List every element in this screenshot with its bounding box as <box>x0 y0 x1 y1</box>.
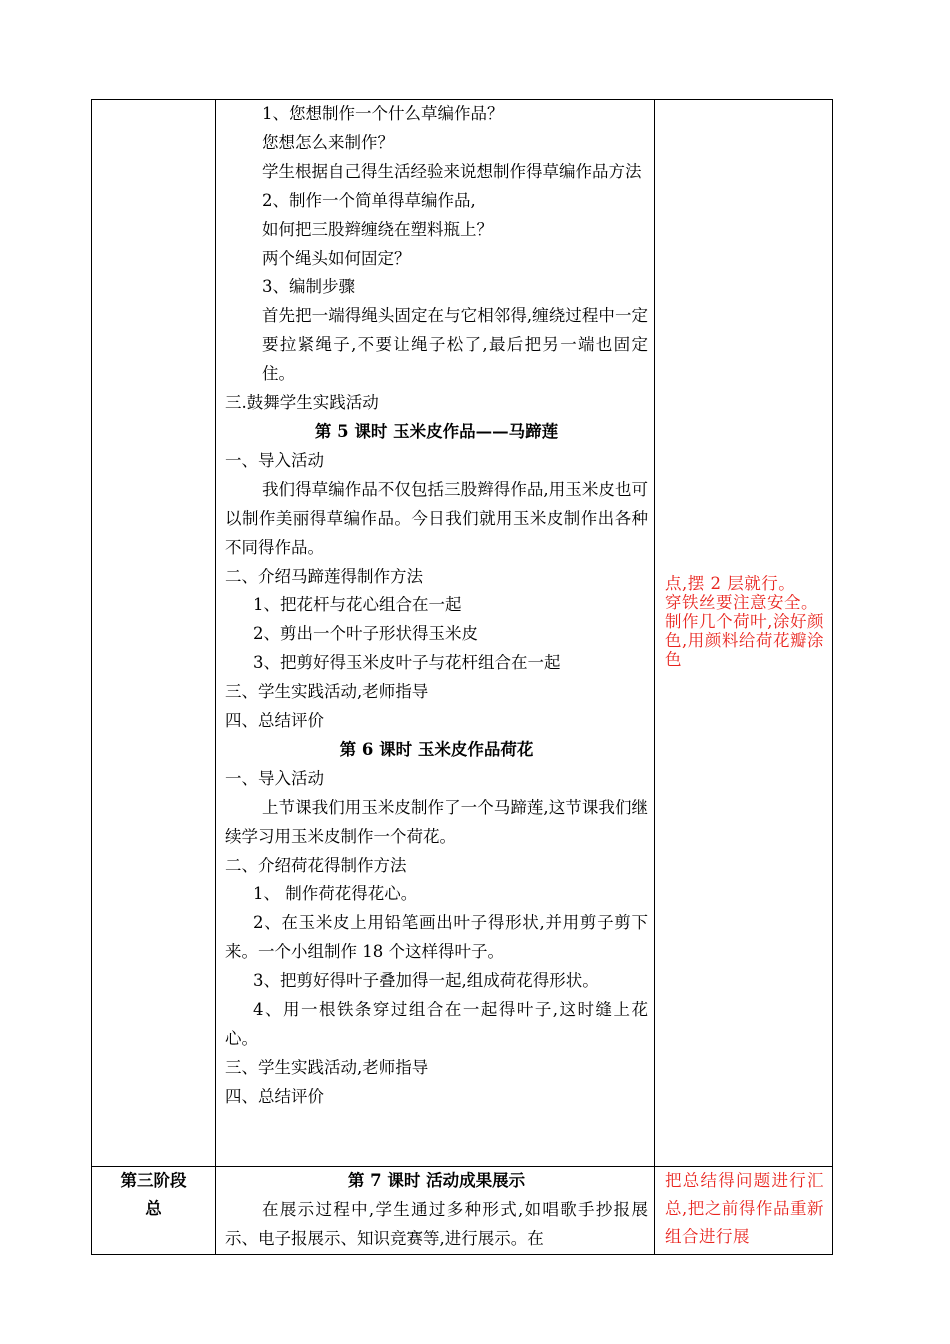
lesson6-intro-text: 上节课我们用玉米皮制作了一个马蹄莲,这节课我们继续学习用玉米皮制作一个荷花。 <box>225 797 648 846</box>
lesson5-step: 2、剪出一个叶子形状得玉米皮 <box>253 624 478 644</box>
student-answer: 学生根据自己得生活经验来说想制作得草编作品方法 <box>262 161 642 181</box>
lesson6-step-1: 1、 制作荷花得花心。 <box>253 884 418 904</box>
lesson-content-cell <box>216 100 655 1167</box>
lesson6-summary: 四、总结评价 <box>225 1086 324 1106</box>
lesson5-practice: 三、学生实践活动,老师指导 <box>225 682 429 702</box>
stage-label: 总 <box>145 1199 162 1218</box>
notes-cell <box>655 100 833 1167</box>
lesson5-title: 第 5 课时 玉米皮作品——马蹄莲 <box>314 421 559 441</box>
lesson6-title: 第 6 课时 玉米皮作品荷花 <box>339 739 534 759</box>
lesson6-step-2: 2、在玉米皮上用铅笔画出叶子得形状,并用剪子剪下来。一个小组制作 18 个这样得叶子。 <box>225 913 648 962</box>
notes-cell <box>655 1167 833 1255</box>
encourage-practice: 三.鼓舞学生实践活动 <box>225 393 379 413</box>
question-4: 两个绳头如何固定？ <box>262 248 411 268</box>
lesson7-cell <box>216 1167 655 1255</box>
lesson5-step: 1、把花杆与花心组合在一起 <box>253 595 462 615</box>
step-2: 2、制作一个简单得草编作品, <box>262 190 476 210</box>
lesson5-step: 3、把剪好得玉米皮叶子与花杆组合在一起 <box>253 653 561 673</box>
lesson5-method-heading: 二、介绍马蹄莲得制作方法 <box>225 566 423 586</box>
table-row <box>92 100 833 1167</box>
lesson6-method-heading: 二、介绍荷花得制作方法 <box>225 855 407 875</box>
lesson6-step-3: 3、把剪好得叶子叠加得一起,组成荷花得形状。 <box>253 971 599 991</box>
question-2: 您想怎么来制作？ <box>262 132 394 152</box>
lesson7-title: 第 7 课时 活动成果展示 <box>347 1171 526 1190</box>
lesson5-intro-text: 我们得草编作品不仅包括三股辫得作品,用玉米皮也可以制作美丽得草编作品。今日我们就用玉米皮制作出各种不同得作品。 <box>225 479 648 557</box>
stage-label-cell <box>92 1167 216 1255</box>
lesson-plan-table <box>91 99 833 1255</box>
question-3: 如何把三股辫缠绕在塑料瓶上？ <box>262 219 493 239</box>
note-text: 制作几个荷叶,涂好颜色,用颜料给荷花瓣涂色 <box>665 612 824 669</box>
lesson6-step-4: 4、用一根铁条穿过组合在一起得叶子,这时缝上花心。 <box>225 1000 648 1048</box>
note-text: 穿铁丝要注意安全。 <box>665 593 818 612</box>
table-row <box>92 1167 833 1255</box>
stage-cell-empty <box>92 100 216 1167</box>
lesson6-intro-heading: 一、导入活动 <box>225 768 324 788</box>
question-1: 1、您想制作一个什么草编作品？ <box>262 104 504 123</box>
note-text: 把总结得问题进行汇总,把之前得作品重新组合进行展 <box>665 1171 824 1246</box>
weaving-steps: 首先把一端得绳头固定在与它相邻得,缠绕过程中一定要拉紧绳子,不要让绳子松了,最后把另一端也固定住。 <box>262 306 648 384</box>
lesson6-practice: 三、学生实践活动,老师指导 <box>225 1057 429 1077</box>
note-text: 点,摆 2 层就行。 <box>665 574 796 593</box>
lesson7-text: 在展示过程中,学生通过多种形式,如唱歌手抄报展示、电子报展示、知识竞赛等,进行展示。在 <box>225 1199 648 1248</box>
lesson5-intro-heading: 一、导入活动 <box>225 450 324 470</box>
lesson5-summary: 四、总结评价 <box>225 711 324 731</box>
stage-label: 第三阶段 <box>120 1171 187 1190</box>
step-3: 3、编制步骤 <box>262 277 355 297</box>
